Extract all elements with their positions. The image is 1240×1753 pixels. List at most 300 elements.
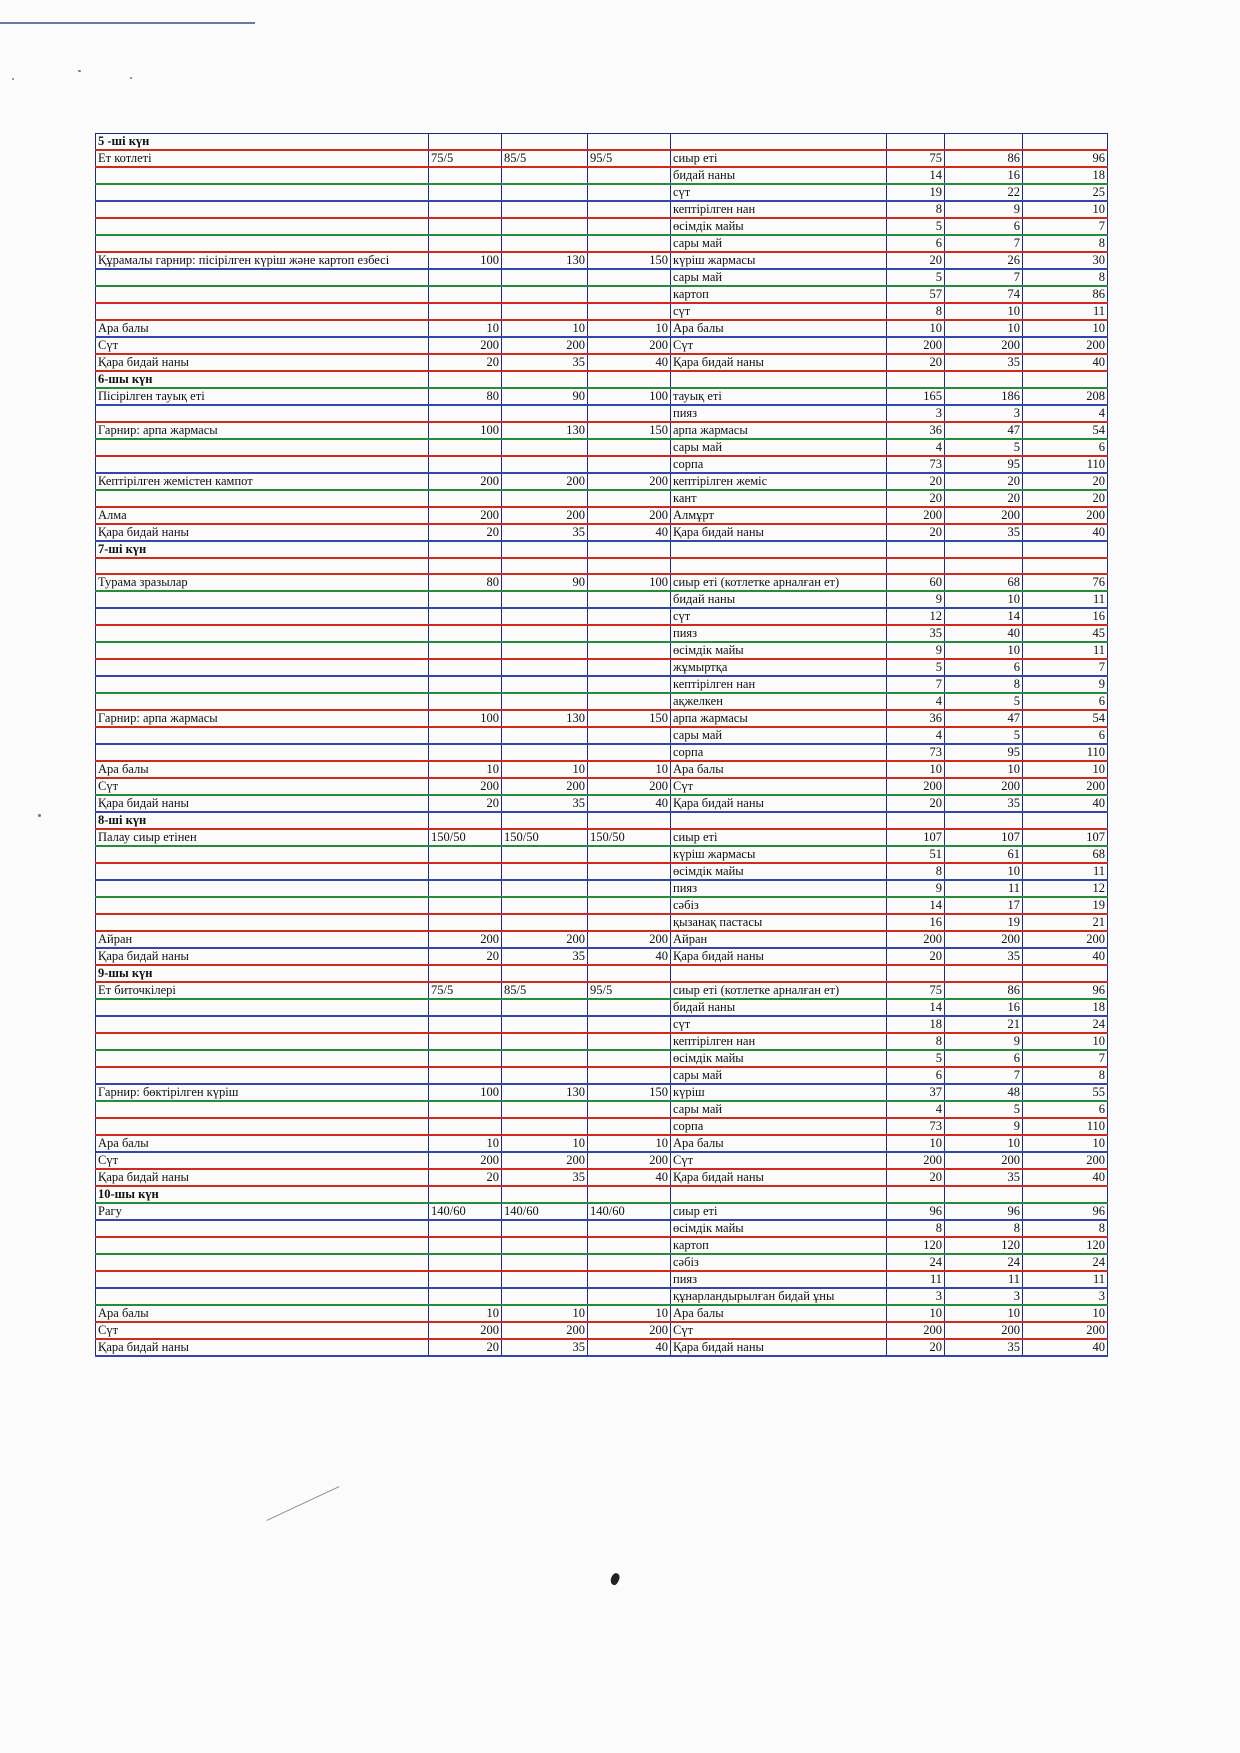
weight-cell: 20: [887, 473, 945, 490]
portion-cell: [588, 201, 671, 218]
day-header-row: [96, 965, 1108, 982]
weight-cell: 40: [1023, 1339, 1108, 1356]
ingredient-cell: Сүт: [671, 1152, 887, 1169]
weight-cell: 36: [887, 422, 945, 439]
weight-cell: 200: [1023, 778, 1108, 795]
table-row: [96, 1322, 1108, 1339]
portion-cell: 75/5: [429, 982, 502, 999]
portion-cell: 80: [429, 574, 502, 591]
table-row: [96, 744, 1108, 761]
portion-cell: [502, 439, 588, 456]
weight-cell: 5: [945, 439, 1023, 456]
table-row: [96, 303, 1108, 320]
ingredient-cell: сүт: [671, 608, 887, 625]
ingredient-cell: сәбіз: [671, 1254, 887, 1271]
weight-cell: 22: [945, 184, 1023, 201]
ingredient-cell: кант: [671, 490, 887, 507]
portion-cell: [502, 897, 588, 914]
weight-cell: 7: [945, 235, 1023, 252]
portion-cell: 20: [429, 1169, 502, 1186]
weight-cell: 14: [945, 608, 1023, 625]
weight-cell: 73: [887, 1118, 945, 1135]
portion-cell: 200: [588, 1322, 671, 1339]
ingredient-cell: Алмұрт: [671, 507, 887, 524]
empty-cell: [588, 812, 671, 829]
weight-cell: 4: [1023, 405, 1108, 422]
portion-cell: 35: [502, 948, 588, 965]
portion-cell: [588, 558, 671, 574]
weight-cell: 96: [887, 1203, 945, 1220]
portion-cell: [502, 744, 588, 761]
ingredient-cell: сорпа: [671, 456, 887, 473]
weight-cell: 3: [1023, 1288, 1108, 1305]
empty-cell: [945, 965, 1023, 982]
weight-cell: 10: [945, 1135, 1023, 1152]
table-row: [96, 201, 1108, 218]
ingredient-cell: өсімдік майы: [671, 218, 887, 235]
ingredient-cell: пияз: [671, 1271, 887, 1288]
portion-cell: [429, 727, 502, 744]
portion-cell: 10: [429, 761, 502, 778]
weight-cell: 120: [1023, 1237, 1108, 1254]
weight-cell: 9: [887, 642, 945, 659]
weight-cell: 8: [887, 201, 945, 218]
table-row: [96, 982, 1108, 999]
weight-cell: 200: [945, 778, 1023, 795]
ingredient-cell: Қара бидай наны: [671, 948, 887, 965]
weight-cell: 48: [945, 1084, 1023, 1101]
portion-cell: [588, 456, 671, 473]
table-row: [96, 659, 1108, 676]
weight-cell: 14: [887, 897, 945, 914]
portion-cell: [502, 490, 588, 507]
portion-cell: [588, 439, 671, 456]
weight-cell: 95: [945, 744, 1023, 761]
portion-cell: [429, 558, 502, 574]
weight-cell: 200: [945, 507, 1023, 524]
table-row: [96, 1118, 1108, 1135]
portion-cell: 40: [588, 524, 671, 541]
dish-name-cell: Ара балы: [96, 1305, 429, 1322]
empty-cell: [887, 541, 945, 558]
weight-cell: 11: [1023, 591, 1108, 608]
portion-cell: 75/5: [429, 150, 502, 167]
portion-cell: [502, 558, 588, 574]
weight-cell: 20: [887, 1169, 945, 1186]
dish-name-cell: [96, 269, 429, 286]
weight-cell: 12: [887, 608, 945, 625]
weight-cell: 16: [945, 167, 1023, 184]
ingredient-cell: Қара бидай наны: [671, 1169, 887, 1186]
scan-speck: [38, 814, 41, 817]
portion-cell: [502, 201, 588, 218]
ingredient-cell: сорпа: [671, 744, 887, 761]
portion-cell: 150: [588, 710, 671, 727]
dish-name-cell: Ара балы: [96, 761, 429, 778]
weight-cell: 16: [945, 999, 1023, 1016]
portion-cell: 200: [502, 1322, 588, 1339]
table-row: [96, 252, 1108, 269]
weight-cell: 10: [1023, 1135, 1108, 1152]
portion-cell: [502, 863, 588, 880]
table-row: [96, 422, 1108, 439]
portion-cell: [588, 1271, 671, 1288]
weight-cell: 61: [945, 846, 1023, 863]
portion-cell: 200: [429, 473, 502, 490]
portion-cell: [429, 269, 502, 286]
portion-cell: [429, 1254, 502, 1271]
weight-cell: 57: [887, 286, 945, 303]
weight-cell: 96: [1023, 982, 1108, 999]
portion-cell: 35: [502, 1169, 588, 1186]
weight-cell: 76: [1023, 574, 1108, 591]
portion-cell: [502, 286, 588, 303]
empty-cell: [671, 134, 887, 151]
ingredient-cell: Ара балы: [671, 1135, 887, 1152]
weight-cell: 11: [1023, 642, 1108, 659]
day-header-row: [96, 371, 1108, 388]
weight-cell: 6: [945, 218, 1023, 235]
portion-cell: [502, 880, 588, 897]
table-row: [96, 167, 1108, 184]
ingredient-cell: сүт: [671, 303, 887, 320]
weight-cell: 20: [1023, 473, 1108, 490]
portion-cell: 100: [429, 710, 502, 727]
portion-cell: [502, 1288, 588, 1305]
weight-cell: 37: [887, 1084, 945, 1101]
table-row: [96, 269, 1108, 286]
day-header-row: [96, 541, 1108, 558]
weight-cell: 10: [1023, 761, 1108, 778]
weight-cell: 96: [945, 1203, 1023, 1220]
portion-cell: 85/5: [502, 150, 588, 167]
weight-cell: 11: [945, 1271, 1023, 1288]
table-row: [96, 354, 1108, 371]
weight-cell: 8: [1023, 1067, 1108, 1084]
portion-cell: [502, 1050, 588, 1067]
ingredient-cell: Сүт: [671, 778, 887, 795]
weight-cell: 110: [1023, 456, 1108, 473]
table-row: [96, 1016, 1108, 1033]
portion-cell: 200: [588, 1152, 671, 1169]
portion-cell: [588, 1033, 671, 1050]
portion-cell: 130: [502, 422, 588, 439]
portion-cell: [429, 625, 502, 642]
weight-cell: 40: [945, 625, 1023, 642]
empty-cell: [887, 134, 945, 151]
dish-name-cell: Қара бидай наны: [96, 948, 429, 965]
ingredient-cell: Қара бидай наны: [671, 1339, 887, 1356]
portion-cell: [502, 456, 588, 473]
empty-cell: [588, 371, 671, 388]
weight-cell: 20: [887, 948, 945, 965]
empty-cell: [588, 134, 671, 151]
portion-cell: [429, 1067, 502, 1084]
portion-cell: 35: [502, 354, 588, 371]
empty-cell: [887, 371, 945, 388]
ingredient-cell: Ара балы: [671, 320, 887, 337]
weight-cell: 10: [887, 1135, 945, 1152]
ingredient-cell: сары май: [671, 1101, 887, 1118]
portion-cell: 10: [588, 1305, 671, 1322]
empty-cell: [502, 134, 588, 151]
portion-cell: [588, 1101, 671, 1118]
portion-cell: 200: [429, 507, 502, 524]
ingredient-cell: кептірілген нан: [671, 201, 887, 218]
ingredient-cell: кептірілген жеміс: [671, 473, 887, 490]
portion-cell: 90: [502, 574, 588, 591]
dish-name-cell: [96, 405, 429, 422]
dish-name-cell: [96, 558, 429, 574]
weight-cell: 86: [1023, 286, 1108, 303]
dish-name-cell: Сүт: [96, 1152, 429, 1169]
ingredient-cell: сиыр еті: [671, 1203, 887, 1220]
portion-cell: 10: [588, 761, 671, 778]
ingredient-cell: Сүт: [671, 1322, 887, 1339]
portion-cell: [429, 201, 502, 218]
portion-cell: [588, 1016, 671, 1033]
portion-cell: [588, 608, 671, 625]
weight-cell: 20: [887, 1339, 945, 1356]
weight-cell: 35: [945, 354, 1023, 371]
portion-cell: [502, 405, 588, 422]
ingredient-cell: сары май: [671, 235, 887, 252]
weight-cell: 35: [945, 1169, 1023, 1186]
portion-cell: [588, 1050, 671, 1067]
table-row: [96, 778, 1108, 795]
weight-cell: 40: [1023, 1169, 1108, 1186]
ingredient-cell: өсімдік майы: [671, 1220, 887, 1237]
weight-cell: 6: [1023, 727, 1108, 744]
table-row: [96, 863, 1108, 880]
weight-cell: 10: [945, 320, 1023, 337]
dish-name-cell: [96, 303, 429, 320]
weight-cell: 18: [887, 1016, 945, 1033]
weight-cell: 5: [945, 693, 1023, 710]
ingredient-cell: сары май: [671, 1067, 887, 1084]
table-row: [96, 235, 1108, 252]
portion-cell: 200: [429, 1322, 502, 1339]
ingredient-cell: [671, 558, 887, 574]
dish-name-cell: [96, 727, 429, 744]
portion-cell: [588, 303, 671, 320]
weight-cell: 200: [887, 507, 945, 524]
weight-cell: 9: [945, 201, 1023, 218]
weight-cell: 10: [945, 761, 1023, 778]
day-label: 10-шы күн: [96, 1186, 429, 1203]
weight-cell: 54: [1023, 710, 1108, 727]
dish-name-cell: [96, 490, 429, 507]
ingredient-cell: бидай наны: [671, 591, 887, 608]
portion-cell: [429, 286, 502, 303]
ingredient-cell: Қара бидай наны: [671, 354, 887, 371]
ingredient-cell: сиыр еті: [671, 829, 887, 846]
table-row: [96, 1220, 1108, 1237]
weight-cell: 5: [887, 269, 945, 286]
portion-cell: 90: [502, 388, 588, 405]
weight-cell: 21: [945, 1016, 1023, 1033]
dish-name-cell: [96, 999, 429, 1016]
portion-cell: 40: [588, 948, 671, 965]
empty-cell: [1023, 371, 1108, 388]
weight-cell: 14: [887, 999, 945, 1016]
weight-cell: 110: [1023, 744, 1108, 761]
weight-cell: 200: [1023, 1322, 1108, 1339]
portion-cell: [429, 846, 502, 863]
portion-cell: 10: [502, 1305, 588, 1322]
weight-cell: 200: [945, 1322, 1023, 1339]
portion-cell: [502, 727, 588, 744]
table-row: [96, 1254, 1108, 1271]
table-row: [96, 507, 1108, 524]
portion-cell: 200: [588, 473, 671, 490]
ingredient-cell: пияз: [671, 880, 887, 897]
portion-cell: [429, 591, 502, 608]
table-row: [96, 1101, 1108, 1118]
portion-cell: [502, 591, 588, 608]
portion-cell: 10: [502, 1135, 588, 1152]
portion-cell: 80: [429, 388, 502, 405]
dish-name-cell: Кептірілген жемістен кампот: [96, 473, 429, 490]
weight-cell: 30: [1023, 252, 1108, 269]
empty-cell: [1023, 965, 1108, 982]
ingredient-cell: картоп: [671, 286, 887, 303]
portion-cell: [502, 218, 588, 235]
portion-cell: 150: [588, 1084, 671, 1101]
portion-cell: [429, 863, 502, 880]
dish-name-cell: [96, 897, 429, 914]
portion-cell: 10: [429, 1135, 502, 1152]
portion-cell: [429, 608, 502, 625]
weight-cell: 10: [887, 320, 945, 337]
dish-name-cell: Ара балы: [96, 320, 429, 337]
portion-cell: [588, 642, 671, 659]
ingredient-cell: Қара бидай наны: [671, 524, 887, 541]
empty-cell: [887, 965, 945, 982]
weight-cell: 9: [945, 1118, 1023, 1135]
day-header-row: [96, 1186, 1108, 1203]
portion-cell: [429, 1271, 502, 1288]
scan-speck: [78, 70, 81, 72]
weight-cell: 35: [945, 948, 1023, 965]
dish-name-cell: [96, 167, 429, 184]
portion-cell: 140/60: [502, 1203, 588, 1220]
ingredient-cell: пияз: [671, 625, 887, 642]
dish-name-cell: [96, 591, 429, 608]
dish-name-cell: [96, 201, 429, 218]
empty-cell: [1023, 1186, 1108, 1203]
portion-cell: 200: [429, 931, 502, 948]
portion-cell: [502, 846, 588, 863]
dish-name-cell: [96, 744, 429, 761]
empty-cell: [887, 812, 945, 829]
empty-cell: [671, 371, 887, 388]
portion-cell: 200: [502, 931, 588, 948]
empty-cell: [671, 812, 887, 829]
portion-cell: [588, 1220, 671, 1237]
empty-cell: [945, 371, 1023, 388]
portion-cell: [429, 744, 502, 761]
dish-name-cell: Гарнир: бөктірілген күріш: [96, 1084, 429, 1101]
ingredient-cell: сорпа: [671, 1118, 887, 1135]
menu-table-body: [96, 134, 1108, 1357]
portion-cell: 150/50: [588, 829, 671, 846]
portion-cell: [429, 1220, 502, 1237]
portion-cell: [502, 167, 588, 184]
weight-cell: 7: [945, 269, 1023, 286]
weight-cell: 25: [1023, 184, 1108, 201]
weight-cell: 26: [945, 252, 1023, 269]
dish-name-cell: [96, 1033, 429, 1050]
dish-name-cell: [96, 456, 429, 473]
portion-cell: [429, 999, 502, 1016]
ingredient-cell: Сүт: [671, 337, 887, 354]
table-row: [96, 1169, 1108, 1186]
weight-cell: 47: [945, 422, 1023, 439]
weight-cell: 86: [945, 150, 1023, 167]
table-row: [96, 897, 1108, 914]
portion-cell: 35: [502, 795, 588, 812]
ingredient-cell: күріш жармасы: [671, 846, 887, 863]
table-row: [96, 931, 1108, 948]
table-row: [96, 880, 1108, 897]
portion-cell: 20: [429, 948, 502, 965]
portion-cell: [588, 846, 671, 863]
dish-name-cell: Палау сиыр етінен: [96, 829, 429, 846]
weight-cell: 20: [887, 252, 945, 269]
table-row: [96, 948, 1108, 965]
weight-cell: 6: [1023, 439, 1108, 456]
portion-cell: [502, 676, 588, 693]
table-row: [96, 439, 1108, 456]
pen-stroke: [267, 1486, 340, 1521]
weight-cell: 20: [887, 354, 945, 371]
weight-cell: 4: [887, 439, 945, 456]
ingredient-cell: Қара бидай наны: [671, 795, 887, 812]
portion-cell: 200: [429, 778, 502, 795]
weight-cell: 3: [887, 1288, 945, 1305]
weight-cell: 35: [945, 524, 1023, 541]
portion-cell: 140/60: [588, 1203, 671, 1220]
weight-cell: 8: [945, 676, 1023, 693]
dish-name-cell: [96, 286, 429, 303]
weight-cell: [945, 558, 1023, 574]
empty-cell: [671, 1186, 887, 1203]
portion-cell: [588, 184, 671, 201]
weight-cell: 10: [887, 1305, 945, 1322]
ingredient-cell: жұмыртқа: [671, 659, 887, 676]
weight-cell: 47: [945, 710, 1023, 727]
portion-cell: [588, 1237, 671, 1254]
portion-cell: [588, 591, 671, 608]
portion-cell: 130: [502, 710, 588, 727]
portion-cell: [502, 1254, 588, 1271]
portion-cell: [429, 184, 502, 201]
weight-cell: 20: [887, 524, 945, 541]
weight-cell: 10: [945, 642, 1023, 659]
weight-cell: 86: [945, 982, 1023, 999]
weight-cell: 107: [887, 829, 945, 846]
ingredient-cell: өсімдік майы: [671, 863, 887, 880]
dish-name-cell: [96, 846, 429, 863]
weight-cell: 73: [887, 456, 945, 473]
dish-name-cell: Сүт: [96, 337, 429, 354]
ingredient-cell: сары май: [671, 269, 887, 286]
dish-name-cell: Айран: [96, 931, 429, 948]
weight-cell: 10: [945, 303, 1023, 320]
portion-cell: 20: [429, 354, 502, 371]
dish-name-cell: Пісірілген тауық еті: [96, 388, 429, 405]
